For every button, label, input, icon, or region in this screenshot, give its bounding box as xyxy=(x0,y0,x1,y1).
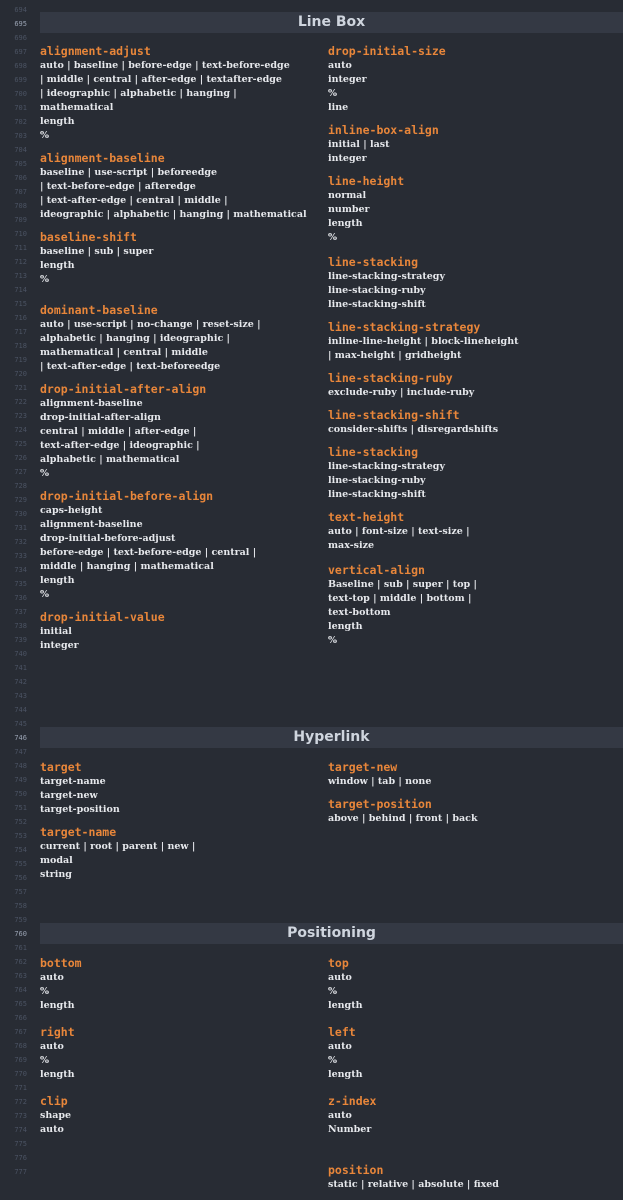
line-number: 725 xyxy=(14,440,27,448)
line-number: 747 xyxy=(14,748,27,756)
property-value: shape xyxy=(40,1110,72,1121)
property-value: integer xyxy=(40,640,79,651)
property-name: bottom xyxy=(40,956,82,970)
property-name: alignment-adjust xyxy=(40,44,151,58)
line-number: 709 xyxy=(14,216,27,224)
property-value: auto | font-size | text-size | xyxy=(328,526,470,537)
line-number: 722 xyxy=(14,398,27,406)
property-value: line-stacking-shift xyxy=(328,299,426,310)
property-value: alphabetic | mathematical xyxy=(40,454,180,465)
property-name: left xyxy=(328,1025,356,1039)
property-value: text-bottom xyxy=(328,607,391,618)
line-number: 700 xyxy=(14,90,27,98)
property-name: line-stacking xyxy=(328,445,419,459)
line-number: 711 xyxy=(14,244,27,252)
line-number: 695 xyxy=(14,20,27,28)
property-value: | text-before-edge | afteredge xyxy=(40,181,196,192)
line-number: 696 xyxy=(14,34,27,42)
line-number: 748 xyxy=(14,762,27,770)
property-value: % xyxy=(40,986,50,997)
line-number: 763 xyxy=(14,972,27,980)
property-value: static | relative | absolute | fixed xyxy=(328,1179,499,1190)
property-name: target xyxy=(40,760,82,774)
property-value: caps-height xyxy=(40,505,103,516)
property-value: | text-after-edge | text-beforeedge xyxy=(40,361,221,372)
property-value: central | middle | after-edge | xyxy=(40,426,197,437)
line-number: 738 xyxy=(14,622,27,630)
line-number: 777 xyxy=(14,1168,27,1176)
line-number: 720 xyxy=(14,370,27,378)
line-number: 761 xyxy=(14,944,27,952)
property-value: drop-initial-after-align xyxy=(40,412,161,423)
property-name: line-stacking-ruby xyxy=(328,371,453,385)
line-number: 740 xyxy=(14,650,27,658)
property-value: Number xyxy=(328,1124,372,1135)
property-value: length xyxy=(328,621,363,632)
line-number: 717 xyxy=(14,328,27,336)
line-number: 719 xyxy=(14,356,27,364)
property-name: line-stacking xyxy=(328,255,419,269)
property-value: length xyxy=(328,218,363,229)
line-number: 753 xyxy=(14,832,27,840)
property-value: auto xyxy=(328,1041,352,1052)
property-value: number xyxy=(328,204,370,215)
property-name: drop-initial-before-align xyxy=(40,489,214,503)
line-number: 735 xyxy=(14,580,27,588)
property-name: drop-initial-after-align xyxy=(40,382,207,396)
line-number: 731 xyxy=(14,524,27,532)
property-value: integer xyxy=(328,153,367,164)
line-number: 730 xyxy=(14,510,27,518)
property-value: string xyxy=(40,869,72,880)
line-number: 697 xyxy=(14,48,27,56)
property-value: auto xyxy=(328,60,352,71)
property-value: % xyxy=(328,232,338,243)
line-number: 727 xyxy=(14,468,27,476)
line-number: 751 xyxy=(14,804,27,812)
property-value: target-name xyxy=(40,776,106,787)
property-value: before-edge | text-before-edge | central | xyxy=(40,547,257,558)
property-value: alignment-baseline xyxy=(40,398,143,409)
property-value: % xyxy=(40,468,50,479)
property-value: line-stacking-ruby xyxy=(328,285,426,296)
line-number: 739 xyxy=(14,636,27,644)
section-title: Hyperlink xyxy=(293,729,370,745)
section-title: Line Box xyxy=(297,14,366,30)
line-number: 694 xyxy=(14,6,27,14)
line-number: 701 xyxy=(14,104,27,112)
line-number: 705 xyxy=(14,160,27,168)
property-value: auto xyxy=(328,972,352,983)
line-number: 754 xyxy=(14,846,27,854)
line-number: 757 xyxy=(14,888,27,896)
property-name: right xyxy=(40,1025,75,1039)
line-number: 703 xyxy=(14,132,27,140)
property-name: clip xyxy=(40,1094,68,1108)
line-number: 768 xyxy=(14,1042,27,1050)
line-number: 764 xyxy=(14,986,27,994)
property-value: % xyxy=(40,1055,50,1066)
line-number: 729 xyxy=(14,496,27,504)
property-value: baseline | sub | super xyxy=(40,246,154,257)
line-number: 749 xyxy=(14,776,27,784)
property-value: % xyxy=(40,130,50,141)
line-number: 726 xyxy=(14,454,27,462)
property-value: length xyxy=(40,575,75,586)
line-number: 745 xyxy=(14,720,27,728)
property-value: alphabetic | hanging | ideographic | xyxy=(40,333,230,344)
property-name: line-height xyxy=(328,174,405,188)
property-value: auto xyxy=(40,1041,64,1052)
property-value: % xyxy=(328,1055,338,1066)
property-value: target-new xyxy=(40,790,98,801)
property-name: position xyxy=(328,1163,384,1177)
property-name: top xyxy=(328,956,349,970)
property-value: % xyxy=(40,274,50,285)
line-number: 732 xyxy=(14,538,27,546)
property-value: target-position xyxy=(40,804,120,815)
line-number: 713 xyxy=(14,272,27,280)
line-number: 752 xyxy=(14,818,27,826)
line-number: 744 xyxy=(14,706,27,714)
property-value: | text-after-edge | central | middle | xyxy=(40,195,228,206)
property-value: length xyxy=(40,1069,75,1080)
line-number: 774 xyxy=(14,1126,27,1134)
property-value: auto xyxy=(40,1124,64,1135)
line-number: 718 xyxy=(14,342,27,350)
section-header xyxy=(40,727,623,748)
property-value: auto | use-script | no-change | reset-size | xyxy=(40,319,261,330)
property-name: target-name xyxy=(40,825,117,839)
property-name: text-height xyxy=(328,510,405,524)
line-number: 707 xyxy=(14,188,27,196)
property-name: drop-initial-size xyxy=(328,44,446,58)
property-value: middle | hanging | mathematical xyxy=(40,561,214,572)
property-name: target-new xyxy=(328,760,398,774)
property-value: text-top | middle | bottom | xyxy=(328,593,472,604)
line-number: 773 xyxy=(14,1112,27,1120)
property-value: integer xyxy=(328,74,367,85)
line-number: 746 xyxy=(14,734,27,742)
line-number: 736 xyxy=(14,594,27,602)
property-value: % xyxy=(328,88,338,99)
property-value: mathematical | central | middle xyxy=(40,347,208,358)
property-value: % xyxy=(328,986,338,997)
property-name: dominant-baseline xyxy=(40,303,158,317)
property-name: inline-box-align xyxy=(328,123,439,137)
line-number-gutter xyxy=(0,0,30,1200)
property-value: mathematical xyxy=(40,102,114,113)
property-name: baseline-shift xyxy=(40,230,137,244)
line-number: 704 xyxy=(14,146,27,154)
property-value: auto | baseline | before-edge | text-before-edge xyxy=(40,60,290,71)
line-number: 771 xyxy=(14,1084,27,1092)
property-value: % xyxy=(328,635,338,646)
property-value: Baseline | sub | super | top | xyxy=(328,579,477,590)
line-number: 750 xyxy=(14,790,27,798)
property-value: | middle | central | after-edge | textafter-edge xyxy=(40,74,282,85)
property-value: alignment-baseline xyxy=(40,519,143,530)
line-number: 769 xyxy=(14,1056,27,1064)
property-name: z-index xyxy=(328,1094,377,1108)
line-number: 712 xyxy=(14,258,27,266)
line-number: 760 xyxy=(14,930,27,938)
line-number: 756 xyxy=(14,874,27,882)
line-number: 755 xyxy=(14,860,27,868)
line-number: 708 xyxy=(14,202,27,210)
line-number: 715 xyxy=(14,300,27,308)
property-value: initial xyxy=(40,626,72,637)
property-name: drop-initial-value xyxy=(40,610,165,624)
property-name: line-stacking-shift xyxy=(328,408,460,422)
property-value: normal xyxy=(328,190,367,201)
property-value: ideographic | alphabetic | hanging | mathematical xyxy=(40,209,307,220)
property-value: max-size xyxy=(328,540,375,551)
property-value: length xyxy=(40,1000,75,1011)
property-value: line-stacking-strategy xyxy=(328,461,445,472)
line-number: 733 xyxy=(14,552,27,560)
property-value: length xyxy=(328,1000,363,1011)
property-value: baseline | use-script | beforeedge xyxy=(40,167,218,178)
line-number: 723 xyxy=(14,412,27,420)
property-value: consider-shifts | disregardshifts xyxy=(328,424,499,435)
line-number: 714 xyxy=(14,286,27,294)
line-number: 734 xyxy=(14,566,27,574)
property-value: current | root | parent | new | xyxy=(40,841,196,852)
property-value: | max-height | gridheight xyxy=(328,350,462,361)
line-number: 737 xyxy=(14,608,27,616)
line-number: 770 xyxy=(14,1070,27,1078)
line-number: 766 xyxy=(14,1014,27,1022)
property-value: text-after-edge | ideographic | xyxy=(40,440,200,451)
property-value: length xyxy=(328,1069,363,1080)
property-value: length xyxy=(40,260,75,271)
property-value: | ideographic | alphabetic | hanging | xyxy=(40,88,237,99)
line-number: 762 xyxy=(14,958,27,966)
line-number: 698 xyxy=(14,62,27,70)
line-number: 772 xyxy=(14,1098,27,1106)
property-value: line xyxy=(328,102,349,113)
line-number: 710 xyxy=(14,230,27,238)
line-number: 728 xyxy=(14,482,27,490)
line-number: 702 xyxy=(14,118,27,126)
property-value: inline-line-height | block-lineheight xyxy=(328,336,519,347)
property-value: modal xyxy=(40,855,73,866)
property-value: % xyxy=(40,589,50,600)
line-number: 767 xyxy=(14,1028,27,1036)
property-value: line-stacking-ruby xyxy=(328,475,426,486)
line-number: 758 xyxy=(14,902,27,910)
line-number: 706 xyxy=(14,174,27,182)
line-number: 721 xyxy=(14,384,27,392)
line-number: 776 xyxy=(14,1154,27,1162)
line-number: 742 xyxy=(14,678,27,686)
line-number: 716 xyxy=(14,314,27,322)
property-value: auto xyxy=(40,972,64,983)
property-value: line-stacking-strategy xyxy=(328,271,445,282)
property-name: alignment-baseline xyxy=(40,151,165,165)
line-number: 741 xyxy=(14,664,27,672)
line-number: 743 xyxy=(14,692,27,700)
property-value: line-stacking-shift xyxy=(328,489,426,500)
line-number: 759 xyxy=(14,916,27,924)
property-value: drop-initial-before-adjust xyxy=(40,533,176,544)
property-value: auto xyxy=(328,1110,352,1121)
line-number: 765 xyxy=(14,1000,27,1008)
property-value: initial | last xyxy=(328,139,390,150)
line-number: 699 xyxy=(14,76,27,84)
property-value: exclude-ruby | include-ruby xyxy=(328,387,475,398)
section-header xyxy=(40,12,623,33)
property-name: line-stacking-strategy xyxy=(328,320,481,334)
line-number: 775 xyxy=(14,1140,27,1148)
property-value: length xyxy=(40,116,75,127)
property-name: target-position xyxy=(328,797,432,811)
property-value: window | tab | none xyxy=(328,776,432,787)
section-header xyxy=(40,923,623,944)
property-value: above | behind | front | back xyxy=(328,813,478,824)
property-name: vertical-align xyxy=(328,563,425,577)
section-title: Positioning xyxy=(287,925,376,941)
line-number: 724 xyxy=(14,426,27,434)
